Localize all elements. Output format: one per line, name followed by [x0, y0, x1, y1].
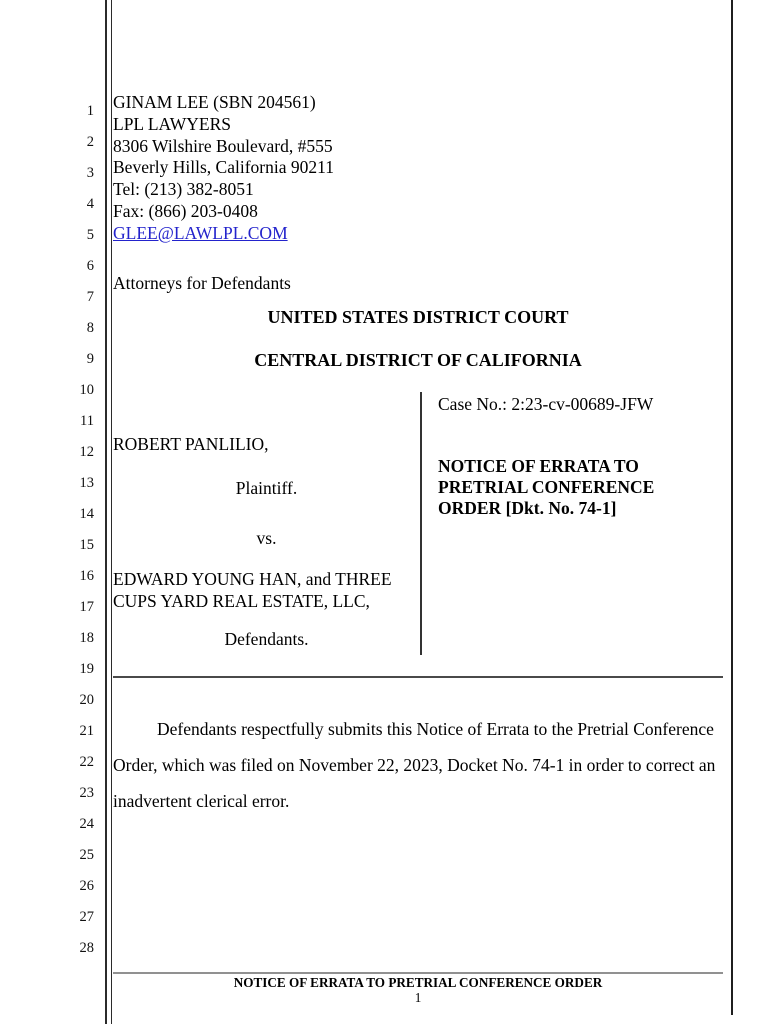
line-number: 23 — [79, 785, 94, 801]
line-number: 2 — [86, 134, 94, 150]
attorney-email-link[interactable]: GLEE@LAWLPL.COM — [113, 222, 288, 243]
caption-bottom-rule — [113, 676, 723, 678]
email-line — [113, 223, 334, 245]
line-number-rail — [0, 0, 96, 1024]
body-line: inadvertent clerical error. — [113, 791, 290, 812]
versus-label: vs. — [256, 528, 277, 548]
footer-page-number: 1 — [414, 990, 422, 1005]
line-number: 18 — [79, 630, 94, 646]
line-number: 15 — [79, 537, 94, 553]
line-number: 12 — [79, 444, 94, 460]
line-number: 14 — [79, 506, 94, 522]
line-number: 20 — [79, 692, 94, 708]
telephone: Tel: (213) 382-8051 — [113, 179, 254, 200]
line-number: 4 — [86, 196, 94, 212]
fax: Fax: (866) 203-0408 — [113, 200, 258, 221]
line-number: 6 — [86, 258, 94, 274]
body-line: Order, which was filed on November 22, 2023, Docket No. 74-1 in order to correct an — [113, 755, 716, 776]
attorney-name: GINAM LEE (SBN 204561) — [113, 92, 316, 112]
caption-divider-rule — [420, 392, 422, 655]
document-title-line1: NOTICE OF ERRATA TO — [438, 456, 639, 476]
document-title-line3: ORDER [Dkt. No. 74-1] — [438, 498, 617, 518]
body-line: Defendants respectfully submits this Notice of Errata to the Pretrial Conference — [157, 719, 714, 739]
line-number: 17 — [79, 599, 94, 615]
defendant-name-line1: EDWARD YOUNG HAN, and THREE — [113, 569, 392, 589]
document-title-line2: PRETRIAL CONFERENCE — [438, 477, 655, 497]
left-double-rule-inner — [111, 0, 113, 1024]
line-number: 11 — [80, 413, 94, 429]
line-number: 21 — [79, 723, 94, 739]
line-number: 9 — [86, 351, 94, 367]
case-number: Case No.: 2:23-cv-00689-JFW — [438, 394, 654, 414]
attorney-block — [113, 92, 334, 245]
line-number: 8 — [86, 320, 94, 336]
court-district: CENTRAL DISTRICT OF CALIFORNIA — [254, 350, 582, 370]
court-name: UNITED STATES DISTRICT COURT — [267, 307, 569, 327]
line-number: 5 — [86, 227, 94, 243]
city-state-zip: Beverly Hills, California 90211 — [113, 157, 334, 178]
footer-document-title: NOTICE OF ERRATA TO PRETRIAL CONFERENCE ORDER — [233, 975, 603, 990]
line-number: 13 — [79, 475, 94, 491]
line-number: 19 — [79, 661, 94, 677]
line-number: 22 — [79, 754, 94, 770]
right-margin-rule — [731, 0, 733, 1015]
line-number: 26 — [79, 878, 94, 894]
line-number: 3 — [86, 165, 94, 181]
street-address: 8306 Wilshire Boulevard, #555 — [113, 135, 333, 156]
case-caption — [113, 390, 723, 680]
left-double-rule-outer — [105, 0, 107, 1024]
line-number: 27 — [79, 909, 94, 925]
firm-name: LPL LAWYERS — [113, 113, 232, 134]
line-number: 7 — [86, 289, 94, 305]
plaintiff-name: ROBERT PANLILIO, — [113, 434, 269, 454]
body-paragraph — [113, 711, 727, 820]
footer-rule — [113, 972, 723, 974]
defendant-name-line2: CUPS YARD REAL ESTATE, LLC, — [113, 591, 370, 611]
line-number: 1 — [86, 103, 94, 119]
line-number: 10 — [79, 382, 94, 398]
line-number: 16 — [79, 568, 94, 584]
plaintiff-label: Plaintiff. — [235, 478, 298, 498]
line-number: 25 — [79, 847, 94, 863]
line-number: 24 — [79, 816, 94, 832]
attorney-role: Attorneys for Defendants — [113, 273, 291, 293]
line-number: 28 — [79, 940, 94, 956]
defendants-label: Defendants. — [224, 629, 309, 649]
